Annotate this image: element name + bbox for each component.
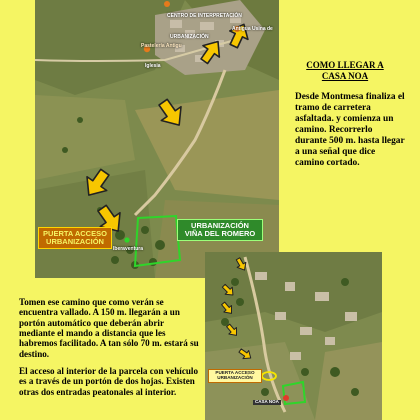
puerta-acceso-text: PUERTA ACCESO URBANIZACIÓN bbox=[43, 229, 107, 246]
directions-paragraph-1: Tomen ese camino que como verán se encuentra vallado. A 150 m. llegarán a un portón automático que deberán abrir mediante el mando a distancia que les habremos facilitado. A tan sólo 70 m. estará su destino. bbox=[19, 297, 199, 359]
destination-pin-icon bbox=[283, 395, 289, 401]
casa-noa-text: CASA NOA bbox=[255, 399, 279, 404]
casa-noa-map-label bbox=[253, 400, 281, 405]
puerta-acceso-label-top bbox=[38, 227, 112, 249]
map-label-centro: CENTRO DE INTERPRETACIÓN bbox=[167, 13, 242, 19]
puerta-acceso-bottom-text: PUERTA ACCESO URBANIZACIÓN bbox=[215, 370, 255, 380]
page-title: COMO LLEGAR A CASA NOA bbox=[306, 60, 384, 81]
urbanizacion-text: URBANIZACIÓN VIÑA DEL ROMERO bbox=[184, 221, 256, 238]
map-label-ibe: Iberaventura bbox=[113, 246, 144, 252]
map-label-urbanizacion-fragment: URBANIZACIÓN bbox=[170, 34, 209, 40]
map-label-iglesia: Iglesia bbox=[145, 63, 161, 69]
urbanizacion-label bbox=[177, 219, 263, 241]
map-pin-icon bbox=[164, 1, 170, 7]
map-label-pastry: Pastelería Antigu bbox=[141, 43, 182, 49]
puerta-acceso-label-bottom bbox=[208, 369, 262, 383]
map-label-usina: Antigua Usina de bbox=[232, 26, 273, 32]
intro-text: Desde Montmesa finaliza el tramo de carretera asfaltada. y comienza un camino. Recorrerlo durante 500 m. hasta llegar a una señal que dice camino cortado. bbox=[295, 92, 405, 168]
map-bottom-imagery bbox=[205, 252, 382, 420]
satellite-map-bottom[interactable] bbox=[205, 252, 382, 420]
directions-paragraph-2: El acceso al interior de la parcela con vehículo es a través de un portón de dos hojas. Existen otras dos entradas peatonales al interior. bbox=[19, 366, 198, 397]
